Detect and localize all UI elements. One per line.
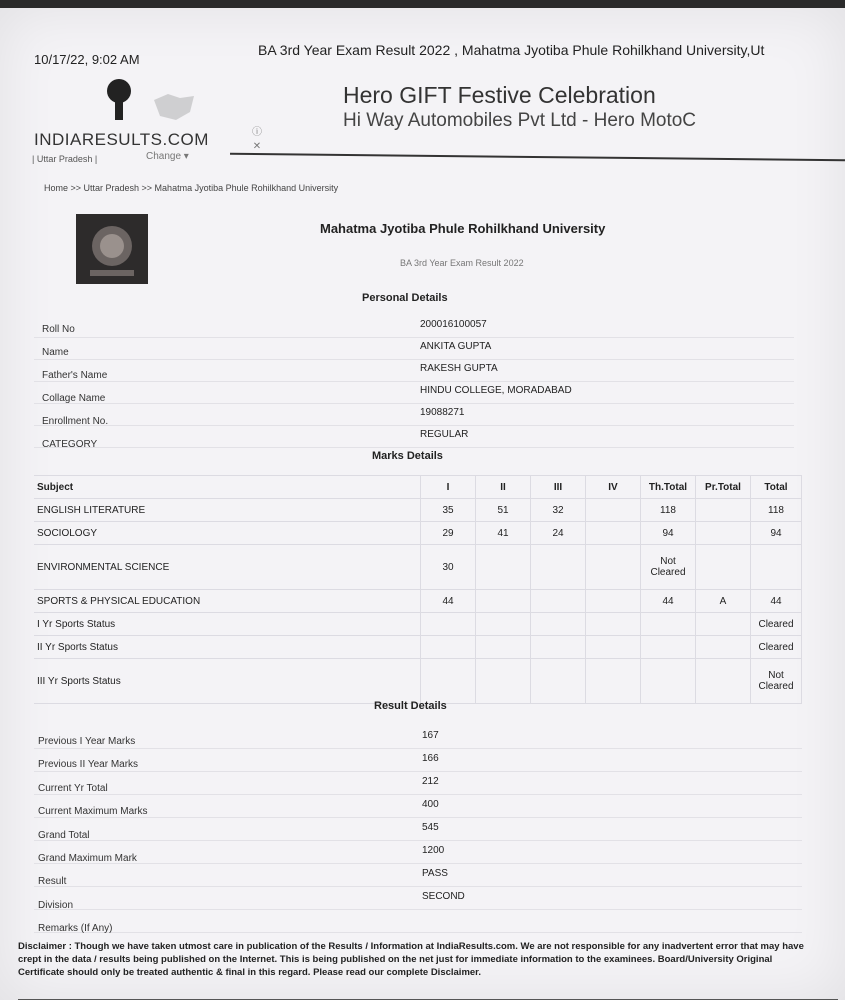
result-row — [34, 772, 802, 795]
marks-cell — [586, 659, 641, 704]
ad-subtitle[interactable]: Hi Way Automobiles Pvt Ltd - Hero MotoC — [343, 110, 697, 131]
personal-row — [34, 381, 794, 404]
personal-value: ANKITA GUPTA — [420, 341, 492, 352]
personal-label: CATEGORY — [42, 439, 98, 450]
result-row — [34, 795, 802, 818]
marks-cell: 44 — [641, 590, 696, 613]
result-row — [34, 841, 802, 864]
personal-label: Collage Name — [42, 393, 106, 404]
marks-cell: 51 — [476, 499, 531, 522]
result-details-heading: Result Details — [374, 700, 447, 712]
print-title: BA 3rd Year Exam Result 2022 , Mahatma Jyotiba Phule Rohilkhand University,Ut — [258, 42, 765, 58]
result-label: Grand Maximum Mark — [38, 853, 137, 864]
result-label: Previous I Year Marks — [38, 736, 136, 747]
marks-cell — [586, 636, 641, 659]
marks-cell: A — [696, 590, 751, 613]
marks-cell — [476, 636, 531, 659]
personal-value: HINDU COLLEGE, MORADABAD — [420, 385, 572, 396]
result-value: 400 — [422, 799, 439, 810]
top-edge — [0, 0, 845, 8]
result-row — [34, 864, 802, 887]
marks-cell — [586, 545, 641, 590]
marks-row — [34, 522, 802, 545]
subject-cell: SPORTS & PHYSICAL EDUCATION — [34, 590, 421, 613]
marks-cell — [696, 636, 751, 659]
personal-row — [34, 403, 794, 426]
marks-cell — [531, 590, 586, 613]
marks-cell — [586, 522, 641, 545]
result-value: 1200 — [422, 845, 445, 856]
marks-cell — [696, 613, 751, 636]
marks-cell: 35 — [421, 499, 476, 522]
marks-cell: Cleared — [751, 613, 802, 636]
marks-table — [34, 475, 802, 704]
ad-controls — [252, 126, 262, 154]
personal-value: RAKESH GUPTA — [420, 363, 498, 374]
state-map-icon — [150, 90, 198, 124]
close-icon[interactable]: ✕ — [252, 141, 262, 152]
marks-cell: Cleared — [751, 636, 802, 659]
marks-row — [34, 613, 802, 636]
marks-cell: 94 — [641, 522, 696, 545]
marks-cell — [531, 545, 586, 590]
result-label: Division — [38, 899, 74, 911]
result-row — [34, 910, 802, 933]
university-name: Mahatma Jyotiba Phule Rohilkhand University — [320, 221, 606, 236]
subject-cell: ENGLISH LITERATURE — [34, 499, 421, 522]
marks-cell — [696, 499, 751, 522]
personal-row — [34, 425, 794, 448]
marks-cell — [586, 613, 641, 636]
personal-label: Roll No — [42, 324, 75, 335]
result-value: 166 — [422, 753, 439, 764]
marks-row — [34, 499, 802, 522]
ad-title[interactable]: Hero GIFT Festive Celebration — [343, 82, 656, 108]
column-header: III — [531, 476, 586, 499]
result-row — [34, 818, 802, 841]
marks-cell — [531, 613, 586, 636]
marks-row — [34, 636, 802, 659]
column-header: IV — [586, 476, 641, 499]
personal-details-heading: Personal Details — [362, 292, 448, 304]
marks-cell — [476, 659, 531, 704]
marks-cell: Not Cleared — [641, 545, 696, 590]
result-label: Remarks (If Any) — [38, 923, 113, 935]
breadcrumb[interactable]: Home >> Uttar Pradesh >> Mahatma Jyotiba Phule Rohilkhand University — [44, 183, 339, 193]
marks-cell: 32 — [531, 499, 586, 522]
marks-cell: 24 — [531, 522, 586, 545]
personal-row — [34, 315, 794, 338]
marks-cell: 118 — [641, 499, 696, 522]
marks-cell — [421, 636, 476, 659]
result-label: Previous II Year Marks — [38, 759, 139, 771]
personal-label: Name — [42, 347, 69, 358]
personal-value: 19088271 — [420, 407, 465, 418]
disclaimer: Disclaimer : Though we have taken utmost care in publication of the Results / Information at IndiaResults.com. We are not responsible for any inadvertent error that may have crept in the data / results being published on the Internet. This is being published on the net just for immediate information to the examinees. Board/University Original Certificate should only be treated authentic & final in this regard. Please read our complete Disclaimer. — [18, 941, 804, 978]
column-header: Th.Total — [641, 476, 696, 499]
result-value: 167 — [422, 730, 439, 741]
marks-cell — [476, 545, 531, 590]
marks-cell: 118 — [751, 499, 802, 522]
change-state-link[interactable]: Change ▾ — [146, 151, 189, 162]
marks-cell — [421, 659, 476, 704]
marks-cell — [696, 522, 751, 545]
subject-cell: I Yr Sports Status — [34, 613, 421, 636]
result-row — [34, 887, 802, 910]
result-value: 212 — [422, 776, 439, 787]
marks-cell: 41 — [476, 522, 531, 545]
personal-value: REGULAR — [420, 429, 469, 440]
university-emblem-icon — [76, 214, 148, 284]
subject-cell: II Yr Sports Status — [34, 636, 421, 659]
result-label: Current Yr Total — [38, 782, 108, 794]
personal-row — [34, 337, 794, 360]
info-icon[interactable]: ⓘ — [252, 127, 262, 138]
marks-cell — [696, 545, 751, 590]
column-header: Pr.Total — [696, 476, 751, 499]
marks-row — [34, 545, 802, 590]
result-label: Current Maximum Marks — [38, 806, 148, 818]
column-header: Total — [751, 476, 802, 499]
state-label: | Uttar Pradesh | — [32, 154, 98, 164]
print-datetime: 10/17/22, 9:02 AM — [34, 52, 140, 67]
header-divider — [230, 153, 845, 161]
marks-cell — [476, 590, 531, 613]
marks-cell: 44 — [751, 590, 802, 613]
marks-cell — [696, 659, 751, 704]
marks-header-row — [34, 476, 802, 499]
marks-cell — [586, 590, 641, 613]
result-label: Grand Total — [38, 829, 90, 841]
result-value: SECOND — [422, 891, 465, 902]
result-value: PASS — [422, 868, 448, 879]
exam-name: BA 3rd Year Exam Result 2022 — [400, 258, 524, 268]
result-value: 545 — [422, 822, 439, 833]
marks-cell — [531, 659, 586, 704]
marks-cell — [751, 545, 802, 590]
marks-cell — [641, 659, 696, 704]
marks-cell — [641, 613, 696, 636]
marks-details-heading: Marks Details — [372, 450, 443, 462]
column-header: II — [476, 476, 531, 499]
marks-cell: Not Cleared — [751, 659, 802, 704]
personal-value: 200016100057 — [420, 319, 487, 330]
marks-cell — [531, 636, 586, 659]
marks-cell: 44 — [421, 590, 476, 613]
marks-cell — [586, 499, 641, 522]
personal-label: Father's Name — [42, 370, 108, 381]
marks-cell: 94 — [751, 522, 802, 545]
subject-cell: SOCIOLOGY — [34, 522, 421, 545]
site-logo[interactable]: INDIARESULTS.COM — [34, 130, 209, 149]
result-row — [34, 726, 802, 749]
marks-cell: 30 — [421, 545, 476, 590]
indiaresults-logo-icon — [100, 78, 138, 120]
marks-cell: 29 — [421, 522, 476, 545]
personal-row — [34, 359, 794, 382]
marks-row — [34, 659, 802, 704]
marks-cell — [476, 613, 531, 636]
column-header: Subject — [34, 476, 421, 499]
subject-cell: III Yr Sports Status — [34, 659, 421, 704]
column-header: I — [421, 476, 476, 499]
result-row — [34, 749, 802, 772]
marks-cell — [641, 636, 696, 659]
printed-page — [0, 8, 845, 1000]
result-label: Result — [38, 876, 67, 888]
marks-row — [34, 590, 802, 613]
marks-cell — [421, 613, 476, 636]
subject-cell: ENVIRONMENTAL SCIENCE — [34, 545, 421, 590]
personal-label: Enrollment No. — [42, 416, 109, 427]
